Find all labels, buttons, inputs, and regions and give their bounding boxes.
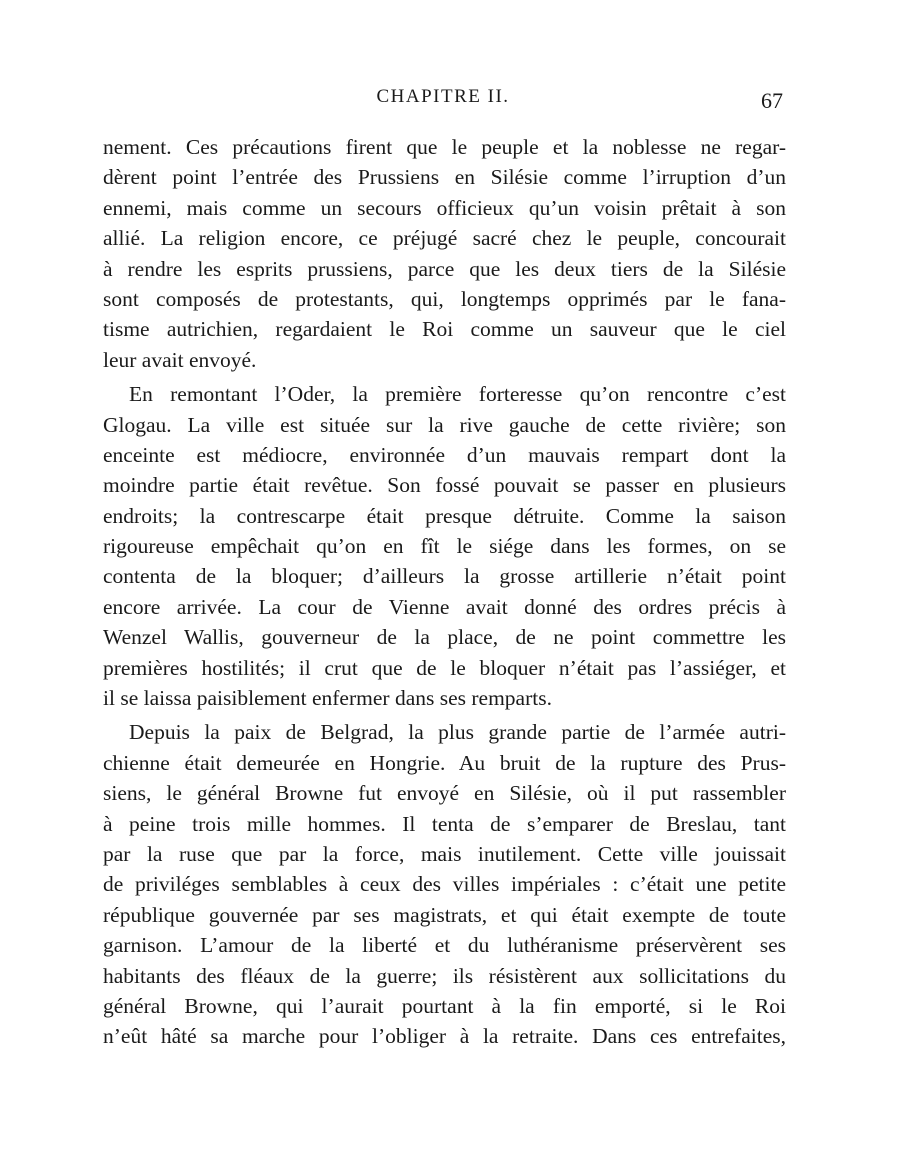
text-line: nement. Ces précautions firent que le peuple et la noblesse ne regar- xyxy=(103,135,786,159)
text-line: moindre partie était revêtue. Son fossé pouvait se passer en plusieurs xyxy=(103,473,786,498)
text-line: contenta de la bloquer; d’ailleurs la grosse artillerie n’était point xyxy=(103,564,786,589)
text-line: chienne était demeurée en Hongrie. Au bruit de la rupture des Prus- xyxy=(103,750,786,775)
text-line: Glogau. La ville est située sur la rive gauche de cette rivière; son xyxy=(103,412,786,437)
text-line: général Browne, qui l’aurait pourtant à la fin emporté, si le Roi xyxy=(103,993,786,1018)
text-line: tisme autrichien, regardaient le Roi comme un sauveur que le ciel xyxy=(103,317,786,342)
text-line: En remontant l’Oder, la première forteresse qu’on rencontre c’est xyxy=(129,382,786,407)
text-line: à rendre les esprits prussiens, parce que les deux tiers de la Silésie xyxy=(103,256,786,281)
text-line: habitants des fléaux de la guerre; ils résistèrent aux sollicitations du xyxy=(103,963,786,988)
text-line: il se laissa paisiblement enfermer dans ses remparts. xyxy=(103,686,552,711)
page-number: 67 xyxy=(761,88,783,113)
paragraph xyxy=(103,132,786,375)
text-line: premières hostilités; il crut que de le bloquer n’était pas l’assiéger, et xyxy=(103,655,786,680)
text-line: à peine trois mille hommes. Il tenta de s’emparer de Breslau, tant xyxy=(103,811,786,836)
text-line: de priviléges semblables à ceux des villes impériales : c’était une petite xyxy=(103,872,786,897)
paragraph xyxy=(103,379,786,713)
running-head xyxy=(103,86,783,116)
text-line: Wenzel Wallis, gouverneur de la place, de ne point commettre les xyxy=(103,625,786,650)
text-line: n’eût hâté sa marche pour l’obliger à la retraite. Dans ces entrefaites, xyxy=(103,1024,786,1049)
text-line: allié. La religion encore, ce préjugé sacré chez le peuple, concourait xyxy=(103,226,786,251)
text-line: république gouvernée par ses magistrats, et qui était exempte de toute xyxy=(103,902,786,927)
text-line: sont composés de protestants, qui, longtemps opprimés par le fana- xyxy=(103,286,786,311)
body-text xyxy=(103,132,786,1056)
text-line: ennemi, mais comme un secours officieux qu’un voisin prêtait à son xyxy=(103,195,786,220)
text-line: par la ruse que par la force, mais inutilement. Cette ville jouissait xyxy=(103,841,786,866)
text-line: siens, le général Browne fut envoyé en Silésie, où il put rassembler xyxy=(103,781,786,806)
text-line: endroits; la contrescarpe était presque détruite. Comme la saison xyxy=(103,503,786,528)
text-line: Depuis la paix de Belgrad, la plus grande partie de l’armée autri- xyxy=(129,720,786,745)
chapter-title: CHAPITRE II. xyxy=(376,86,510,107)
text-line: dèrent point l’entrée des Prussiens en Silésie comme l’irruption d’un xyxy=(103,165,786,190)
text-line: enceinte est médiocre, environnée d’un mauvais rempart dont la xyxy=(103,442,786,467)
paragraph xyxy=(103,717,786,1051)
text-line: leur avait envoyé. xyxy=(103,347,257,372)
text-line: rigoureuse empêchait qu’on en fît le siége dans les formes, on se xyxy=(103,534,786,559)
text-line: garnison. L’amour de la liberté et du luthéranisme préservèrent ses xyxy=(103,933,786,958)
text-line: encore arrivée. La cour de Vienne avait donné des ordres précis à xyxy=(103,594,786,619)
